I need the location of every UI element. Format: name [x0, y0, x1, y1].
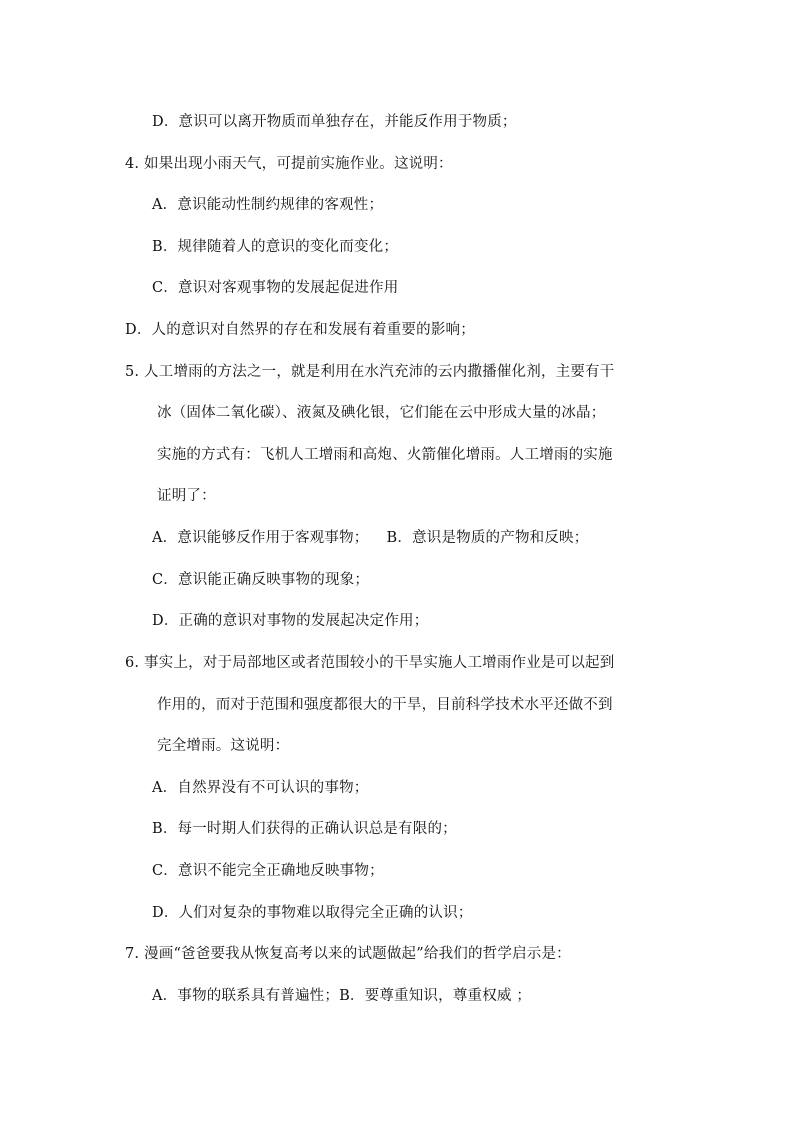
option-d-q4: D．人的意识对自然界的存在和发展有着重要的影响；: [125, 322, 475, 338]
question-6-stem-line-2: 作用的，而对于范围和强度都很大的干旱，目前科学技术水平还做不到: [157, 697, 613, 713]
option-b-q5: B．意识是物质的产物和反映；: [386, 530, 589, 546]
question-5-stem: 5. 人工增雨的方法之一，就是利用在水汽充沛的云内撒播催化剂，主要有干: [125, 364, 615, 380]
question-5-stem-line-2: 冰（固体二氧化碳）、液氮及碘化银，它们能在云中形成大量的冰晶；: [157, 405, 606, 421]
option-d-q6: D．人们对复杂的事物难以取得完全正确的认识；: [152, 905, 473, 921]
question-5-stem-line-4: 证明了：: [157, 488, 216, 504]
option-row-ab-q5: [152, 528, 588, 548]
question-6-stem-line-3: 完全增雨。这说明：: [157, 738, 290, 754]
option-ab-q7: A．事物的联系具有普遍性；B．要尊重知识，尊重权威 ；: [152, 988, 532, 1004]
option-a-q6: A．自然界没有不可认识的事物；: [152, 780, 369, 796]
option-c-q5: C．意识能正确反映事物的现象；: [152, 572, 370, 588]
question-4-stem: 4. 如果出现小雨天气，可提前实施作业。这说明：: [125, 156, 453, 172]
option-d-q5: D．正确的意识对事物的发展起决定作用；: [152, 613, 429, 629]
option-b-q4: B．规律随着人的意识的变化而变化；: [152, 239, 399, 255]
option-a-q5: A．意识能够反作用于客观事物；: [152, 530, 369, 546]
question-7-stem: 7. 漫画“爸爸要我从恢复高考以来的试题做起”给我们的哲学启示是：: [125, 946, 571, 962]
option-c-q4: C．意识对客观事物的发展起促进作用: [152, 280, 399, 296]
question-5-stem-line-3: 实施的方式有：飞机人工增雨和高炮、火箭催化增雨。人工增雨的实施: [157, 447, 613, 463]
option-a-q4: A．意识能动性制约规律的客观性；: [152, 197, 384, 213]
question-6-stem: 6. 事实上，对于局部地区或者范围较小的干旱实施人工增雨作业是可以起到: [125, 655, 615, 671]
option-b-q6: B．每一时期人们获得的正确认识总是有限的；: [152, 821, 457, 837]
option-c-q6: C．意识不能完全正确地反映事物；: [152, 863, 384, 879]
option-d-q3: D．意识可以离开物质而单独存在，并能反作用于物质；: [152, 114, 517, 130]
